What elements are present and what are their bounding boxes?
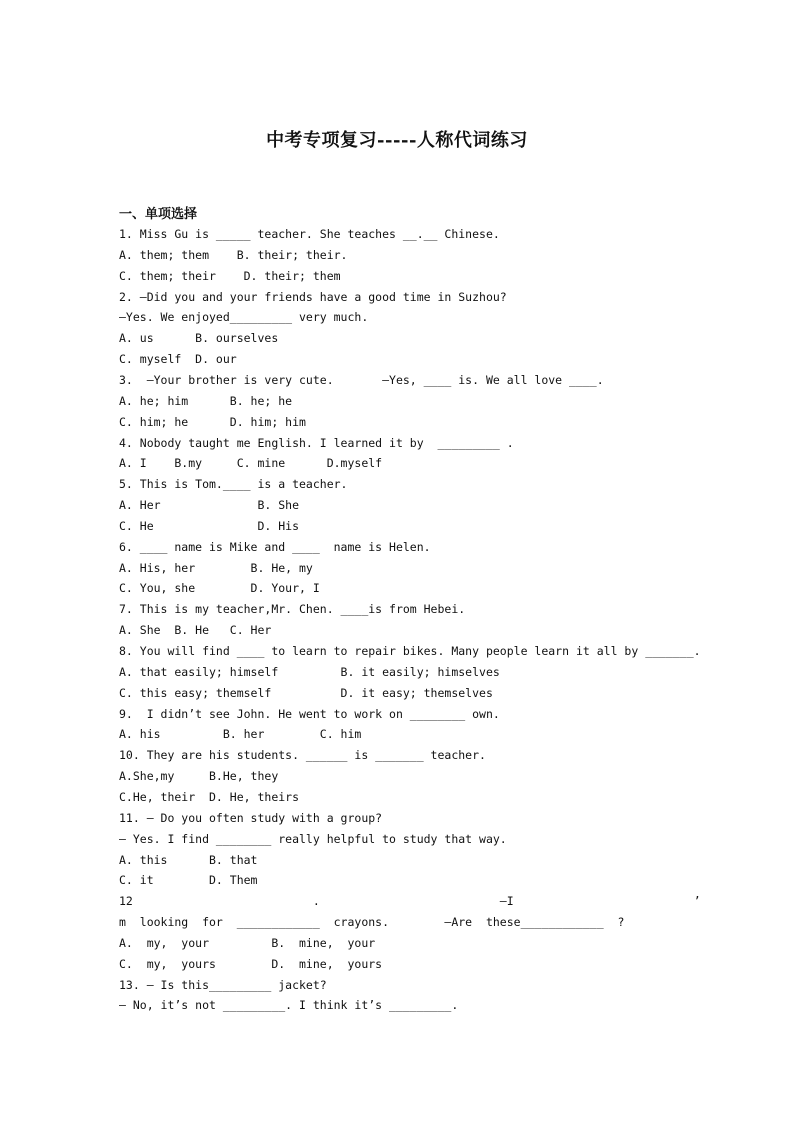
exercise-line: — Yes. I find ________ really helpful to study that way.: [119, 831, 507, 846]
exercise-line: A.She,my B.He, they: [119, 769, 279, 784]
exercise-line: C. myself D. our: [119, 352, 237, 367]
exercise-line: C. it D. Them: [119, 873, 258, 888]
exercise-line: C. him; he D. him; him: [119, 414, 306, 429]
exercise-line: A. I B.my C. mine D.myself: [119, 456, 383, 471]
exercise-line: A. my, your B. mine, your: [119, 935, 376, 950]
exercise-line: —Yes. We enjoyed_________ very much.: [119, 310, 369, 325]
exercise-line: C. them; their D. their; them: [119, 268, 341, 283]
exercise-line: 12 . —I ’: [119, 894, 701, 909]
exercise-line: 4. Nobody taught me English. I learned it by _________ .: [119, 435, 514, 450]
exercise-line: m looking for ____________ crayons. —Are these____________ ?: [119, 915, 625, 930]
exercise-line: C. my, yours D. mine, yours: [119, 956, 383, 971]
exercise-line: 6. ____ name is Mike and ____ name is Helen.: [119, 539, 431, 554]
exercise-line: A. His, her B. He, my: [119, 560, 313, 575]
exercise-line: C.He, their D. He, theirs: [119, 789, 300, 804]
section-title: 一、单项选择: [119, 207, 198, 222]
exercise-line: A. Her B. She: [119, 498, 300, 513]
exercise-line: A. them; them B. their; their.: [119, 247, 348, 262]
exercise-line: A. She B. He C. Her: [119, 623, 272, 638]
exercise-line: 8. You will find ____ to learn to repair bikes. Many people learn it all by _______.: [119, 644, 701, 658]
exercise-line: 11. — Do you often study with a group?: [119, 810, 383, 825]
exercise-line: A. he; him B. he; he: [119, 393, 293, 408]
exercise-line: A. us B. ourselves: [119, 331, 279, 346]
exercise-line: A. his B. her C. him: [119, 727, 362, 742]
exercise-line: C. You, she D. Your, I: [119, 581, 320, 596]
exercise-line: 13. — Is this_________ jacket?: [119, 977, 327, 992]
exercise-line: A. that easily; himself B. it easily; himselves: [119, 664, 500, 679]
exercise-line: 5. This is Tom.____ is a teacher.: [119, 477, 348, 492]
exercise-line: — No, it’s not _________. I think it’s _________.: [119, 998, 459, 1013]
exercise-line: C. He D. His: [119, 518, 300, 533]
page-title: 中考专项复习-----人称代词练习: [266, 130, 528, 151]
exercise-line: 10. They are his students. ______ is _______ teacher.: [119, 748, 486, 763]
exercise-line: 9. I didn’t see John. He went to work on ________ own.: [119, 706, 500, 721]
exercise-line: C. this easy; themself D. it easy; themselves: [119, 685, 493, 700]
exercise-line: 2. —Did you and your friends have a good time in Suzhou?: [119, 289, 507, 304]
exercise-line: 3. —Your brother is very cute. —Yes, ____ is. We all love ____.: [119, 372, 604, 387]
exercise-line: 1. Miss Gu is _____ teacher. She teaches __.__ Chinese.: [119, 227, 500, 241]
exercise-line: 7. This is my teacher,Mr. Chen. ____is from Hebei.: [119, 602, 466, 617]
exercise-line: A. this B. that: [119, 852, 258, 867]
